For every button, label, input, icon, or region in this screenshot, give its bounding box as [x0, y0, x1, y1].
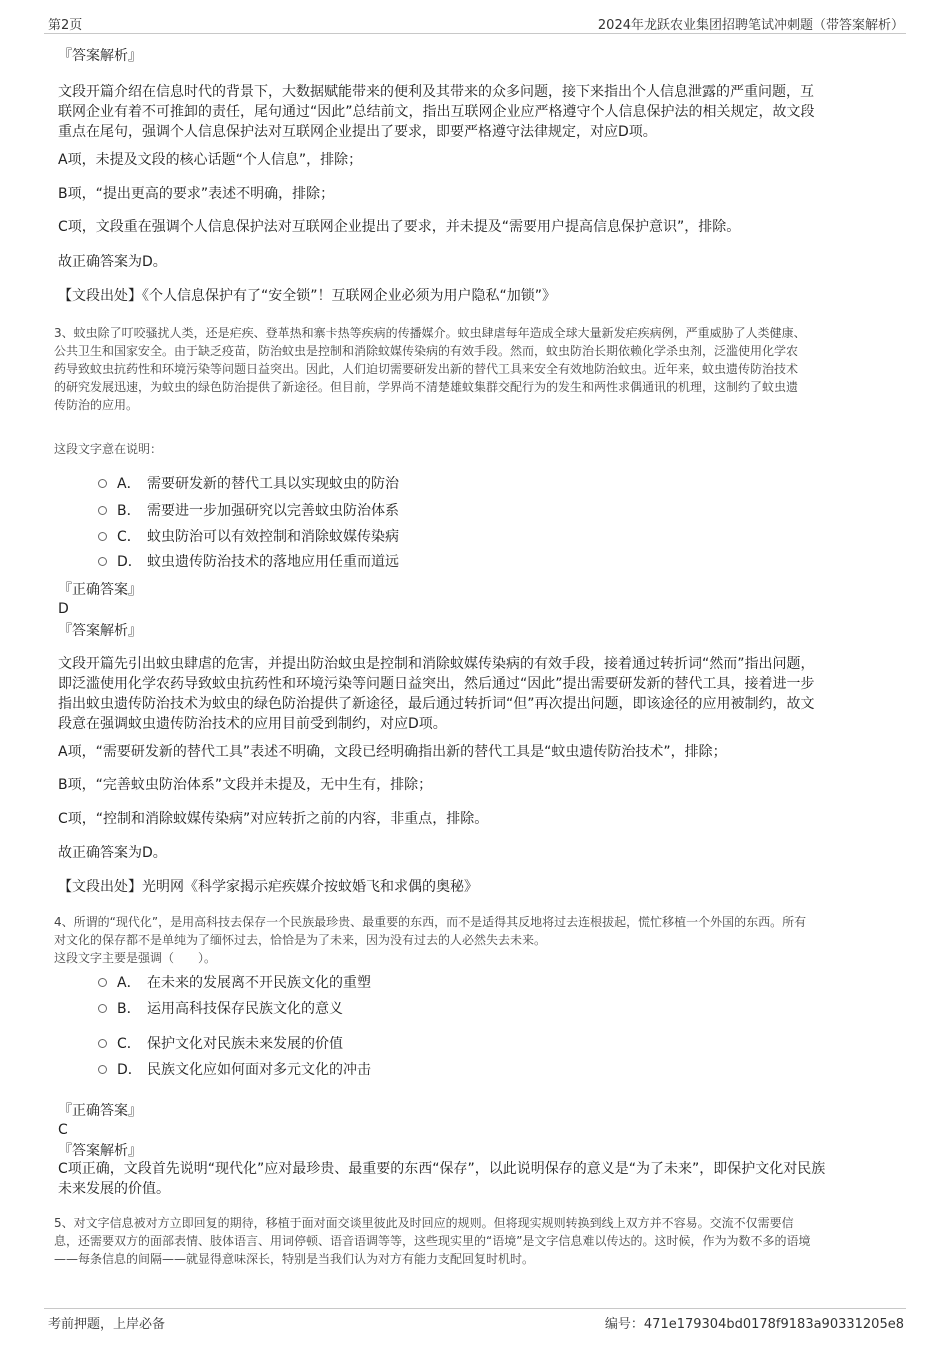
- q2-analysis-text: 文段开篇介绍在信息时代的背景下，大数据赋能带来的便利及其带来的众多问题，接下来指出个人信息泄露的严重问题，互 联网企业有着不可推卸的责任，尾句通过“因此”总结前文，指出互联网企业应严格遵守个人信息保护法的相关规定，故文段 重点在尾句，强调个人信息保护法对互联网企业提出了要求，即要严格遵守法律规定，对应D项。: [58, 84, 815, 140]
- header-divider: [44, 33, 906, 34]
- q4-analysis-label: 『答案解析』: [58, 1143, 142, 1159]
- q4-stem: 4、所谓的“现代化”，是用高科技去保存一个民族最珍贵、最重要的东西，而不是适得其反地将过去连根拔起，慌忙移植一个外国的东西。所有 对文化的保存都不是单纯为了缅怀过去，恰恰是为了未来，因为没有过去的人必然失去未来。 这段文字主要是强调（ ）。: [54, 915, 807, 965]
- radio-icon[interactable]: [98, 557, 107, 566]
- q4-answer-label: 『正确答案』: [58, 1103, 142, 1119]
- q3-answer-label: 『正确答案』: [58, 582, 142, 598]
- q3-option-c[interactable]: C． 蚊虫防治可以有效控制和消除蚊媒传染病: [98, 527, 399, 547]
- q2-point-b: B项，“提出更高的要求”表述不明确，排除；: [58, 186, 335, 202]
- q2-conclusion: 故正确答案为D。: [58, 254, 167, 270]
- footer-divider: [44, 1308, 906, 1309]
- page-number: 第2页: [48, 18, 83, 33]
- radio-icon[interactable]: [98, 1065, 107, 1074]
- q3-point-b: B项，“完善蚊虫防治体系”文段并未提及，无中生有，排除；: [58, 777, 433, 793]
- q3-analysis-text: 文段开篇先引出蚊虫肆虐的危害，并提出防治蚊虫是控制和消除蚊媒传染病的有效手段，接着通过转折词“然而”指出问题， 即泛滥使用化学农药导致蚊虫抗药性和环境污染等问题日益突出，然后通过“因此”提出需要研发新的替代工具，接着进一步 指出蚊虫遗传防治技术为蚊虫的绿色防治提供了新途径，最后通过转折词“但”再次提出问题，即该途径的应用被制约，故文 段意在强调蚊虫遗传防治技术的应用目前受到制约，对应D项。: [58, 656, 815, 732]
- q3-prompt: 这段文字意在说明：: [54, 442, 163, 456]
- radio-icon[interactable]: [98, 978, 107, 987]
- q3-answer: D: [58, 601, 69, 617]
- radio-icon[interactable]: [98, 1004, 107, 1013]
- q3-analysis-label: 『答案解析』: [58, 623, 142, 639]
- q2-source: 【文段出处】《个人信息保护有了“安全锁”！互联网企业必须为用户隐私“加锁”》: [58, 288, 557, 304]
- q4-option-b[interactable]: B． 运用高科技保存民族文化的意义: [98, 999, 343, 1019]
- q3-point-a: A项，“需要研发新的替代工具”表述不明确，文段已经明确指出新的替代工具是“蚊虫遗传防治技术”，排除；: [58, 744, 727, 760]
- q4-answer: C: [58, 1122, 68, 1138]
- q3-option-b[interactable]: B． 需要进一步加强研究以完善蚊虫防治体系: [98, 501, 399, 521]
- radio-icon[interactable]: [98, 506, 107, 515]
- footer-slogan: 考前押题，上岸必备: [48, 1317, 166, 1332]
- q4-option-c[interactable]: C． 保护文化对民族未来发展的价值: [98, 1034, 343, 1054]
- q2-analysis-label: 『答案解析』: [58, 48, 142, 64]
- q4-analysis-text: C项正确，文段首先说明“现代化”应对最珍贵、最重要的东西“保存”，以此说明保存的意义是“为了未来”，即保护文化对民族 未来发展的价值。: [58, 1161, 826, 1197]
- q3-option-d[interactable]: D． 蚊虫遗传防治技术的落地应用任重而道远: [98, 552, 399, 572]
- q3-source: 【文段出处】光明网《科学家揭示疟疾媒介按蚊婚飞和求偶的奥秘》: [58, 879, 478, 895]
- document-title: 2024年龙跃农业集团招聘笔试冲刺题（带答案解析）: [597, 18, 904, 33]
- radio-icon[interactable]: [98, 479, 107, 488]
- q2-point-c: C项，文段重在强调个人信息保护法对互联网企业提出了要求，并未提及“需要用户提高信息保护意识”，排除。: [58, 219, 741, 235]
- q3-option-a[interactable]: A． 需要研发新的替代工具以实现蚊虫的防治: [98, 474, 399, 494]
- q4-option-d[interactable]: D． 民族文化应如何面对多元文化的冲击: [98, 1060, 371, 1080]
- q4-option-a[interactable]: A． 在未来的发展离不开民族文化的重塑: [98, 973, 371, 993]
- radio-icon[interactable]: [98, 1039, 107, 1048]
- q5-stem: 5、对文字信息被对方立即回复的期待，移植于面对面交谈里彼此及时回应的规则。但将现实规则转换到线上双方并不容易。交流不仅需要信 息，还需要双方的面部表情、肢体语言、用词停顿、语音语调等等，这些现实里的“语境”是文字信息难以传达的。这时候，作为为数不多的语境 ——每条信息的间隔——就显得意味深长，特别是当我们认为对方有能力支配回复时机时。: [54, 1216, 811, 1266]
- q3-stem: 3、蚊虫除了叮咬骚扰人类，还是疟疾、登革热和寨卡热等疾病的传播媒介。蚊虫肆虐每年造成全球大量新发疟疾病例，严重威胁了人类健康、 公共卫生和国家安全。由于缺乏疫苗，防治蚊虫是控制和消除蚊媒传染病的有效手段。然而，蚊虫防治长期依赖化学杀虫剂，泛滥使用化学农 药导致蚊虫抗药性和环境污染等问题日益突出。因此，人们迫切需要研发出新的替代工具来安全有效地防治蚊虫。近年来，蚊虫遗传防治技术 的研究发展迅速，为蚊虫的绿色防治提供了新途径。但目前，学界尚不清楚雄蚊集群交配行为的发生和两性求偶通讯的机理，这制约了蚊虫遗 传防治的应用。: [54, 326, 806, 412]
- q2-point-a: A项，未提及文段的核心话题“个人信息”，排除；: [58, 152, 363, 168]
- document-code: 编号：471e179304bd0178f9183a90331205e8: [604, 1317, 904, 1332]
- q3-conclusion: 故正确答案为D。: [58, 845, 167, 861]
- radio-icon[interactable]: [98, 532, 107, 541]
- q3-point-c: C项，“控制和消除蚊媒传染病”对应转折之前的内容，非重点，排除。: [58, 811, 489, 827]
